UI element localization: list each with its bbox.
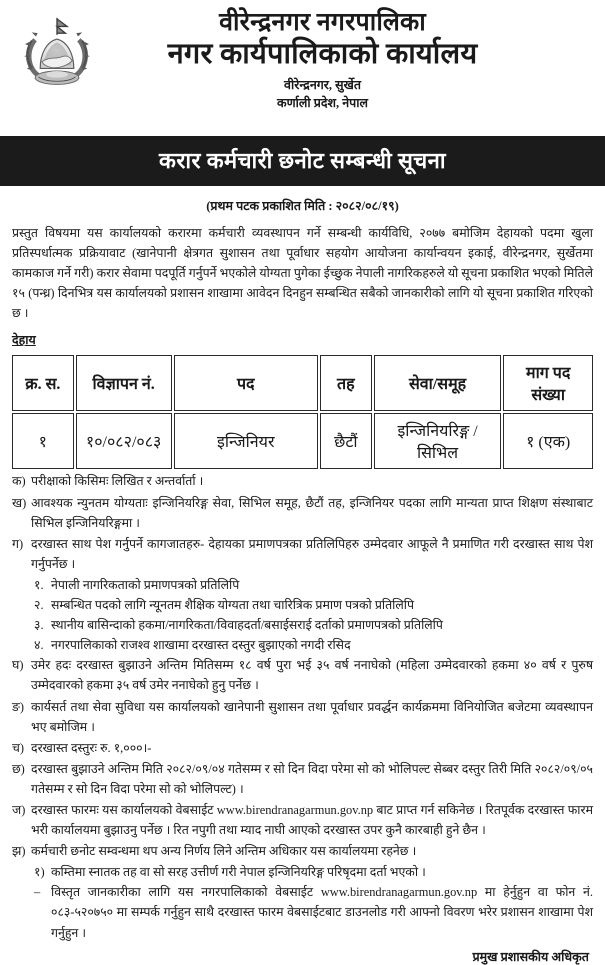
list-item [12,759,593,799]
item-text: दरखास्त साथ पेश गर्नुपर्ने कागजातहरु- देहायका प्रमाणपत्रका प्रतिलिपिहरु उम्मेदवार आफूले नै प्रमाणित गरी दरखास्त साथ पेश गर्नुपर्नेछ । [31,536,593,571]
item-marker: घ) [12,658,24,673]
table-header-level: तह [320,355,372,411]
list-item [12,800,593,840]
table-header-row [12,355,593,411]
list-item [12,493,593,533]
list-item [12,471,593,491]
item-marker: झ) [12,844,26,859]
subitem-text: नेपाली नागरिकताको प्रमाणपत्रको प्रतिलिपि [51,577,240,592]
item-text: दरखास्त बुझाउने अन्तिम मिति २०८२/०९/०४ गतेसम्म र सो दिन विदा परेमा सो को भोलिपल्ट सेब्बर दस्तुर तिरी मिति २०८२/०९/०५ गतेसम्म र सो दिन विदा परेमा सो को भोलिपल्ट) । [31,761,593,796]
item-marker: ज) [12,802,26,817]
contact-note [34,882,593,942]
nepal-government-emblem-icon [14,12,100,98]
cell-post: इन्जिनियर [174,413,318,469]
list-item [34,635,593,655]
item-text: आवश्यक न्युनतम योग्यताः इन्जिनियरिङ्ग सेवा, सिभिल समूह, छैटौं तह, इन्जिनियर पदका लागि मान्यता प्राप्त शिक्षण संस्थाबाट सिभिल इन्जिनियरिङ्गमा । [31,495,593,530]
list-item [12,697,593,737]
publication-date: (प्रथम पटक प्रकाशित मिति : २०८२/०८/१९) [206,199,399,213]
item-marker: ङ) [12,699,25,714]
table-row [12,413,593,469]
item-text: कार्यसर्त तथा सेवा सुविधा यस कार्यालयको खानेपानी सुशासन तथा पूर्वाधार प्रवर्द्धन कार्यक्रममा विनियोजित बजेटमा व्यवस्थापन भए बमोजिम । [31,699,593,734]
letterhead-text [100,8,595,112]
dehaya-label: देहाय [12,333,36,348]
subitem-marker: २. [34,598,44,613]
item-text: दरखास्त फारमः यस कार्यालयको वेबसाईट www.birendranagarmun.gov.np बाट प्राप्त गर्न सकिनेछ । रितपूर्वक दरखास्त फारम भरी कार्यालयमा बुझाउनु पर्नेछ । रित नपुगी तथा म्याद नाघी आएको दरखास्त उपर कुनै कारबाही हुने छैन । [31,802,593,838]
table-header-demand: माग पद संख्या [503,355,593,411]
item-marker: ख) [12,495,27,510]
dash-marker: – [34,885,41,900]
list-item [34,595,593,615]
cell-level: छैटौं [320,413,372,469]
intro-paragraph: प्रस्तुत विषयमा यस कार्यालयको करारमा कर्मचारी व्यवस्थापन गर्ने सम्बन्धी कार्यविधि, २०७७ बमोजिम देहायको पदमा खुला प्रतिस्पर्धात्मक प्रक्रियावाट (खानेपानी क्षेत्रगत सुशासन तथा पूर्वाधार सहयोग आयोजना कार्यान्वयन इकाई, वीरेन्द्रनगर, सुर्खेतमा कामकाज गर्ने गरी) करार सेवामा पदपूर्ति गर्नुपर्ने भएकोले योग्यता पुगेका ईच्छुक नेपाली नागरिकहरुले यो सूचना प्रकाशित भएको मितिले १५ (पन्ध्र) दिनभित्र यस कार्यालयको प्रशासन शाखामा आवेदन दिनहुन सम्बन्धित सबैको जानकारीको लागि यो सूचना प्रकाशित गरिएको छ । [12,226,593,321]
item-text: दरखास्त दस्तुरः रु. १,०००।- [31,740,152,755]
table-header-ad-no: विज्ञापन नं. [76,355,172,411]
table-header-service: सेवा/समूह [374,355,502,411]
address-line1: वीरेन्द्रनगर, सुर्खेत [284,78,361,93]
post-details-table [10,353,595,471]
cell-demand: १ (एक) [503,413,593,469]
list-item [12,841,593,861]
item-text: परीक्षाको किसिमः लिखित र अन्तर्वार्ता । [31,474,204,489]
item-text: कर्मचारी छनोट सम्वन्धमा थप अन्य निर्णय लिने अन्तिम अधिकार यस कार्यालयमा रहनेछ । [31,844,417,859]
letterhead [10,0,595,130]
subitem-marker: १) [34,865,45,880]
subitem-marker: १. [34,577,44,592]
cell-ad-no: १०/०८२/०८३ [76,413,172,469]
cell-serial: १ [12,413,74,469]
organization-name-line1: वीरेन्द्रनगर नगरपालिका [219,9,426,36]
table-header-post: पद [174,355,318,411]
item-marker: छ) [12,761,25,776]
item-text: उमेर हदः दरखास्त बुझाउने अन्तिम मितिसम्म १८ वर्ष पुरा भई ३५ वर्ष ननाघेको (महिला उम्मेदवारको हकमा ४० वर्ष र पुरुष उम्मेदवारको हकमा ३५ वर्ष उमेर ननाघेको हुनु पर्नेछ । [31,658,593,693]
list-item [34,575,593,595]
subitem-text: नगरपालिकाको राजश्व शाखामा दरखास्त दस्तुर बुझाएको नगदी रसिद [51,638,351,653]
list-item [34,615,593,635]
list-item [12,655,593,695]
cell-service: इन्जिनियरिङ्ग / सिभिल [374,413,502,469]
list-item [12,738,593,758]
organization-name-line2: नगर कार्यपालिकाको कार्यालय [167,38,478,70]
notice-items-list [12,471,593,942]
signature-designation: प्रमुख प्रशासकीय अधिकृत [472,949,589,964]
documents-sublist [34,575,593,655]
contact-note-text: विस्तृत जानकारीका लागि यस नगरपालिकाको वेबसाईट www.birendranagarmun.gov.np मा हेर्नुहुन वा फोन नं. ०८३-५२०७५० मा सम्पर्क गर्नुहुन साथै दरखास्त फारम वेबसाईटबाट डाउनलोड गरी आफ्नो विवरण भरेर प्रशासन शाखामा पेश गर्नुहुन । [51,885,593,940]
list-item [34,862,593,882]
table-header-serial: क्र. स. [12,355,74,411]
subitem-marker: ३. [34,618,44,633]
item-marker: च) [12,740,24,755]
subitem-text: कम्तिमा स्नातक तह वा सो सरह उत्तीर्ण गरी नेपाल इन्जिनियरिङ्ग परिषृदमा दर्ता भएको । [51,865,426,880]
address-line2: कर्णाली प्रदेश, नेपाल [277,96,368,111]
item-marker: क) [12,474,26,489]
subitem-text: सम्बन्धित पदको लागि न्यूनतम शैक्षिक योग्यता तथा चारित्रिक प्रमाण पत्रको प्रतिलिपि [51,598,414,613]
item-marker: ग) [12,536,24,551]
list-item [12,534,593,574]
subitem-text: स्थानीय बासिन्दाको हकमा/नागरिकता/विवाहदर्ता/बसाईसराई दर्ताको प्रमाणपत्रको प्रतिलिपि [51,618,443,633]
eligibility-sublist [34,862,593,882]
notice-title-banner: करार कर्मचारी छनोट सम्बन्धी सूचना [0,136,605,186]
subitem-marker: ४. [34,638,44,653]
